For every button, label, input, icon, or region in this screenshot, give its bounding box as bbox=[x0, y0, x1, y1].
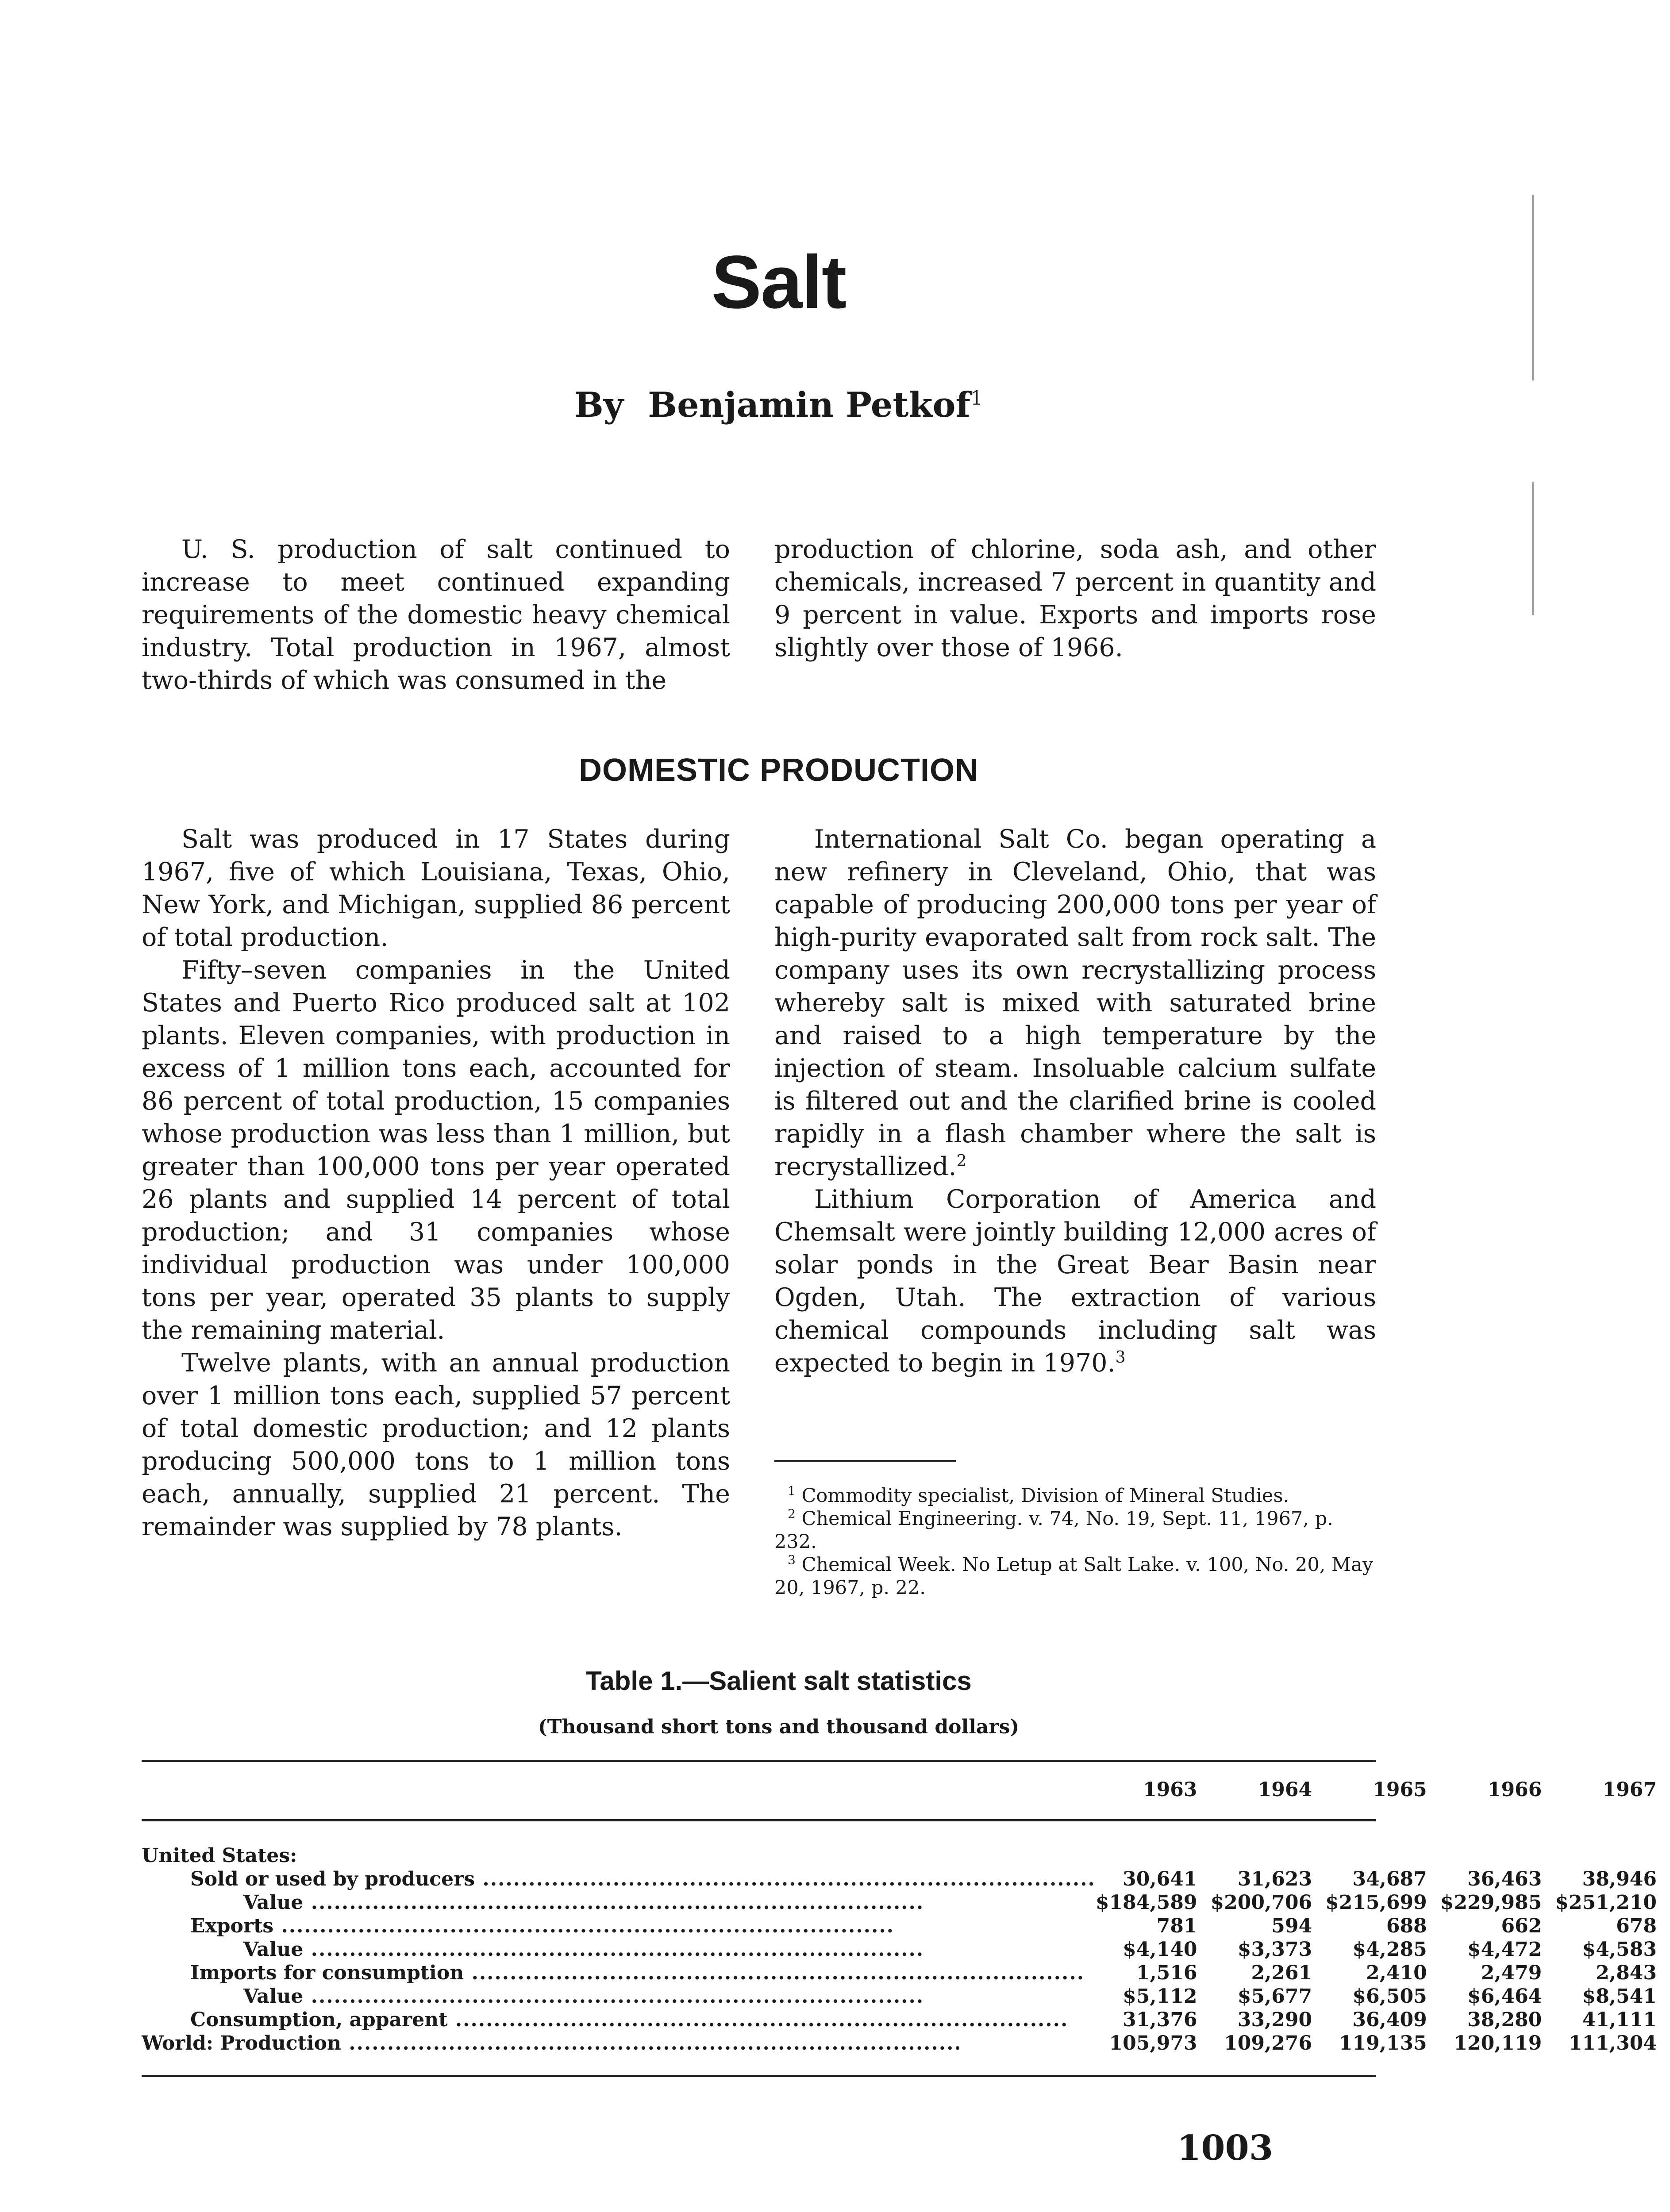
scan-edge-mark bbox=[1532, 482, 1534, 615]
column-header: 1964 bbox=[1258, 1778, 1312, 1801]
paragraph-text: Lithium Corporation of America and Chemsalt were jointly building 12,000 acres of solar ponds in the Great Bear Basin near Ogden, Utah. The extraction of various chemical compounds including salt was expected to begin in 1970. bbox=[774, 1185, 1376, 1378]
footnote-number: 1 bbox=[788, 1483, 796, 1498]
body-paragraph bbox=[774, 1183, 1376, 1379]
table-row bbox=[142, 2008, 1670, 2032]
body-paragraph: Twelve plants, with an annual production over 1 million tons each, supplied 57 percent of total domestic production; and 12 plants producing 500,000 tons to 1 million tons each, annually, supplied 21 percent. The remainder was supplied by 78 plants. bbox=[142, 1348, 730, 1541]
table-cell: 688 bbox=[1386, 1915, 1427, 1937]
table-cell: $229,985 bbox=[1440, 1891, 1542, 1914]
footnote-ref: 3 bbox=[1115, 1348, 1126, 1367]
footnote-text: Chemical Engineering. v. 74, No. 19, Sept. 11, 1967, p. 232. bbox=[774, 1508, 1333, 1553]
body-paragraph: Salt was produced in 17 States during 1967, five of which Louisiana, Texas, Ohio, New York, and Michigan, supplied 86 percent of total production. bbox=[142, 825, 730, 952]
table-cell: 2,479 bbox=[1481, 1962, 1542, 1984]
table-cell: $3,373 bbox=[1237, 1938, 1312, 1961]
table-cell: $8,541 bbox=[1582, 1985, 1657, 2008]
domestic-right-column bbox=[774, 823, 1376, 1379]
footnote-number: 3 bbox=[788, 1552, 796, 1567]
table-cell: 119,135 bbox=[1339, 2032, 1427, 2055]
table-cell: 31,623 bbox=[1237, 1868, 1312, 1890]
table-cell: 34,687 bbox=[1352, 1868, 1427, 1890]
table-cell: 31,376 bbox=[1123, 2008, 1197, 2031]
table-cell: 1,516 bbox=[1136, 1962, 1197, 1984]
section-heading: DOMESTIC PRODUCTION bbox=[578, 753, 978, 788]
body-paragraph: Fifty–seven companies in the United States and Puerto Rico produced salt at 102 plants. Eleven companies, with production in excess of 1 million tons each, accounted for 86 percent of total production, 15 companies whose production was less than 1 million, but greater than 100,000 tons per year operated 26 plants and supplied 14 percent of total production; and 31 companies whose individual production was under 100,000 tons per year, operated 35 plants to supply the remaining material. bbox=[142, 956, 730, 1345]
intro-right-column bbox=[774, 533, 1376, 664]
table-row bbox=[142, 1961, 1670, 1985]
salient-statistics-table bbox=[142, 1761, 1670, 2055]
table-row bbox=[142, 1938, 1670, 1961]
table-cell: 678 bbox=[1616, 1915, 1657, 1937]
table-row bbox=[142, 1867, 1670, 1891]
row-label: World: Production bbox=[142, 2032, 341, 2055]
table-cell: 594 bbox=[1271, 1915, 1312, 1937]
table-cell: 38,946 bbox=[1582, 1868, 1657, 1890]
table-section-row bbox=[142, 1844, 1670, 1867]
intro-paragraph-left: U. S. production of salt continued to increase to meet continued expanding requirements of the domestic heavy chemical industry. Total production in 1967, almost two-thirds of which was consumed in the bbox=[142, 535, 730, 695]
table-cell: $5,677 bbox=[1237, 1985, 1312, 2008]
table-cell: 105,973 bbox=[1109, 2032, 1197, 2055]
table-row bbox=[142, 1891, 1670, 1914]
table-cell: 120,119 bbox=[1454, 2032, 1542, 2055]
footnote-text: Commodity specialist, Division of Mineral Studies. bbox=[801, 1485, 1289, 1507]
table-row bbox=[142, 1914, 1670, 1938]
table-cell: 30,641 bbox=[1123, 1868, 1197, 1890]
domestic-left-column bbox=[142, 823, 730, 1543]
row-label: Sold or used by producers bbox=[190, 1868, 475, 1890]
table-cell: $215,699 bbox=[1325, 1891, 1427, 1914]
row-label: Consumption, apparent bbox=[190, 2008, 448, 2031]
intro-left-column bbox=[142, 533, 730, 697]
table-cell: 36,409 bbox=[1352, 2008, 1427, 2031]
table-cell: 41,111 bbox=[1582, 2008, 1657, 2031]
row-label: Exports bbox=[190, 1915, 274, 1937]
table-cell: $6,464 bbox=[1467, 1985, 1542, 2008]
table-row bbox=[142, 2032, 1670, 2055]
table-cell: $200,706 bbox=[1210, 1891, 1312, 1914]
footnote-number: 2 bbox=[788, 1506, 796, 1521]
table-header-row bbox=[142, 1761, 1670, 1818]
page-number: 1003 bbox=[1177, 2128, 1274, 2168]
table-cell: $184,589 bbox=[1095, 1891, 1197, 1914]
row-label: Value bbox=[243, 1938, 304, 1961]
table-cell: $4,472 bbox=[1467, 1938, 1542, 1961]
row-label: Value bbox=[243, 1891, 304, 1914]
row-label: Value bbox=[243, 1985, 304, 2008]
table-cell: 781 bbox=[1156, 1915, 1197, 1937]
column-header: 1965 bbox=[1373, 1778, 1427, 1801]
section-label: United States: bbox=[142, 1844, 297, 1867]
footnote bbox=[774, 1507, 1376, 1553]
table-cell: $6,505 bbox=[1352, 1985, 1427, 2008]
footnote-text: Chemical Week. No Letup at Salt Lake. v. 100, No. 20, May 20, 1967, p. 22. bbox=[774, 1554, 1373, 1599]
table-cell: 33,290 bbox=[1237, 2008, 1312, 2031]
table-cell: 109,276 bbox=[1224, 2032, 1312, 2055]
column-header: 1963 bbox=[1143, 1778, 1197, 1801]
author-footnote-ref: 1 bbox=[970, 387, 983, 410]
table-row bbox=[142, 1985, 1670, 2008]
table-cell: $4,285 bbox=[1352, 1938, 1427, 1961]
table-cell: 2,410 bbox=[1366, 1962, 1427, 1984]
table-cell: 2,261 bbox=[1251, 1962, 1312, 1984]
footnote bbox=[774, 1484, 1376, 1507]
paragraph-text: International Salt Co. began operating a new refinery in Cleveland, Ohio, that was capable of producing 200,000 tons per year of high-purity evaporated salt from rock salt. The company uses its own recrystallizing process whereby salt is mixed with saturated brine and raised to a high temperature by the injection of steam. Insoluable calcium sulfate is filtered out and the clarified brine is cooled rapidly in a flash chamber where the salt is recrystallized. bbox=[774, 825, 1376, 1181]
body-paragraph bbox=[774, 823, 1376, 1183]
author-name: Benjamin Petkof bbox=[648, 385, 971, 425]
table-bottom-rule bbox=[142, 2075, 1376, 2077]
footnote-divider bbox=[774, 1460, 956, 1462]
footnotes bbox=[774, 1484, 1376, 1599]
table-cell: $4,140 bbox=[1123, 1938, 1197, 1961]
table-cell: $251,210 bbox=[1555, 1891, 1657, 1914]
byline bbox=[0, 385, 1557, 425]
table-subtitle: (Thousand short tons and thousand dollars) bbox=[538, 1716, 1020, 1738]
intro-paragraph-right: production of chlorine, soda ash, and other chemicals, increased 7 percent in quantity and 9 percent in value. Exports and imports rose slightly over those of 1966. bbox=[774, 535, 1376, 662]
footnote bbox=[774, 1553, 1376, 1599]
column-header: 1967 bbox=[1602, 1778, 1657, 1801]
table-cell: $4,583 bbox=[1582, 1938, 1657, 1961]
column-header: 1966 bbox=[1487, 1778, 1542, 1801]
table-cell: 38,280 bbox=[1467, 2008, 1542, 2031]
table-cell: $5,112 bbox=[1123, 1985, 1197, 2008]
table-cell: 2,843 bbox=[1596, 1962, 1657, 1984]
table-cell: 111,304 bbox=[1568, 2032, 1657, 2055]
table-caption: Table 1.—Salient salt statistics bbox=[585, 1666, 972, 1696]
row-label: Imports for consumption bbox=[190, 1962, 464, 1984]
article-title: Salt bbox=[711, 240, 846, 324]
footnote-ref: 2 bbox=[956, 1152, 967, 1170]
table-cell: 662 bbox=[1501, 1915, 1542, 1937]
byline-by: By bbox=[574, 385, 624, 425]
scan-edge-mark bbox=[1532, 195, 1534, 380]
table-cell: 36,463 bbox=[1467, 1868, 1542, 1890]
